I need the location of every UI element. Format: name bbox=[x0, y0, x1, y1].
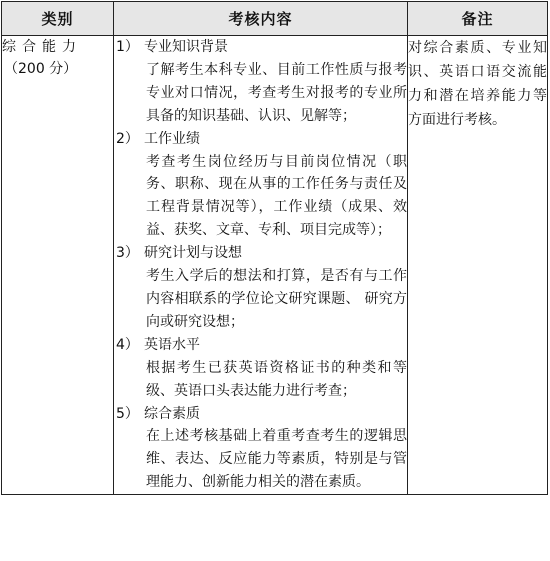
item-title-text: 专业知识背景 bbox=[144, 39, 228, 55]
item-number: 3） bbox=[116, 245, 139, 262]
item-description: 考生入学后的想法和打算，是否有与工作内容相联系的学位论文研究课题、 研究方向或研究设想； bbox=[146, 268, 407, 330]
item-title bbox=[114, 403, 407, 426]
category-score: （200 分） bbox=[4, 61, 78, 77]
item-number: 4） bbox=[116, 336, 139, 353]
item-title bbox=[114, 242, 407, 265]
item-number: 1） bbox=[116, 39, 139, 55]
item-description: 根据考生已获英语资格证书的种类和等级、英语口头表达能力进行考查； bbox=[146, 359, 407, 399]
item-number: 2） bbox=[116, 130, 139, 147]
assessment-table bbox=[1, 1, 548, 495]
item-description: 了解考生本科专业、目前工作性质与报考专业对口情况，考查考生对报考的专业所具备的知识基础、认识、见解等； bbox=[146, 61, 407, 124]
category-name: 综合能力 bbox=[2, 39, 82, 55]
list-item bbox=[114, 128, 407, 243]
item-title bbox=[114, 334, 407, 357]
header-content: 考核内容 bbox=[114, 2, 408, 36]
table-row bbox=[2, 36, 548, 495]
list-item bbox=[114, 334, 407, 403]
header-category: 类别 bbox=[2, 2, 114, 36]
item-title-text: 工作业绩 bbox=[144, 130, 200, 147]
list-item bbox=[114, 403, 407, 495]
list-item bbox=[114, 36, 407, 128]
item-number: 5） bbox=[116, 405, 139, 422]
header-remark: 备注 bbox=[408, 2, 548, 36]
header-row bbox=[2, 2, 548, 36]
category-cell bbox=[2, 36, 114, 495]
item-title-text: 综合素质 bbox=[144, 405, 200, 422]
item-title-text: 研究计划与设想 bbox=[144, 245, 242, 262]
item-title bbox=[114, 128, 407, 151]
remark-cell: 对综合素质、专业知识、英语口语交流能力和潜在培养能力等方面进行考核。 bbox=[408, 36, 548, 495]
content-cell bbox=[114, 36, 408, 495]
item-description: 在上述考核基础上着重考查考生的逻辑思维、表达、反应能力等素质，特别是与管理能力、创新能力相关的潜在素质。 bbox=[146, 428, 407, 491]
item-description: 考查考生岗位经历与目前岗位情况（职务、职称、现在从事的工作任务与责任及工程背景情况等），工作业绩（成果、效益、获奖、文章、专利、项目完成等）； bbox=[146, 153, 407, 239]
list-item bbox=[114, 242, 407, 334]
item-title-text: 英语水平 bbox=[144, 336, 200, 353]
item-title bbox=[114, 36, 407, 59]
